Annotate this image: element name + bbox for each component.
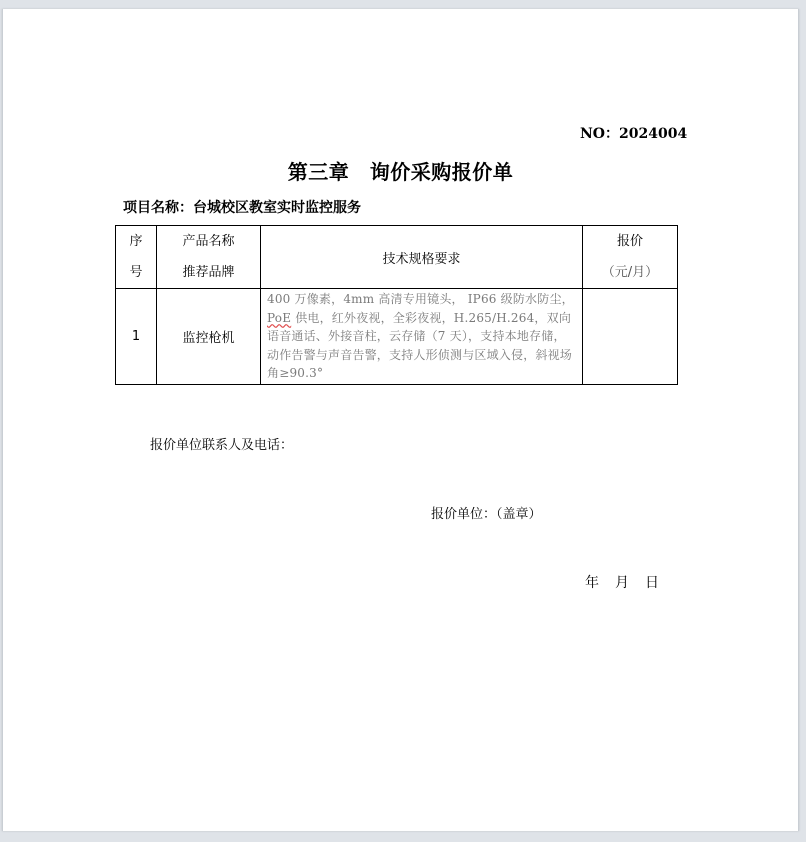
seal-label: 报价单位：（盖章） [431, 507, 542, 522]
quotation-table [115, 225, 678, 385]
row-seq: 1 [116, 289, 157, 385]
date-month: 月 [615, 575, 629, 591]
document-number: NO：2024004 [580, 126, 688, 142]
table-row [116, 289, 678, 385]
table-header-row [116, 226, 678, 289]
header-product: 产品名称 推荐品牌 [157, 226, 261, 289]
date-year: 年 [585, 575, 599, 591]
row-price[interactable] [583, 289, 678, 385]
header-price: 报价 （元/月） [583, 226, 678, 289]
date-line [585, 572, 675, 592]
date-day: 日 [645, 575, 659, 591]
header-seq: 序 号 [116, 226, 157, 289]
header-spec: 技术规格要求 [261, 226, 583, 289]
spellcheck-word: PoE [267, 310, 292, 325]
row-spec[interactable]: 400 万像素，4mm 高清专用镜头， IP66 级防水防尘，PoE 供电，红外夜视，全彩夜视，H.265/H.264，双向语音通话、外接音柱，云存储（7 天），支持本地存储，动作告警与声音告警，支持人形侦测与区域入侵，斜视场角≥90.3° [261, 289, 583, 385]
document-title: 第三章 询价采购报价单 [287, 160, 514, 184]
row-product: 监控枪机 [157, 289, 261, 385]
project-name: 项目名称：台城校区教室实时监控服务 [123, 200, 361, 216]
contact-label: 报价单位联系人及电话： [150, 438, 294, 453]
document-page [2, 9, 799, 831]
